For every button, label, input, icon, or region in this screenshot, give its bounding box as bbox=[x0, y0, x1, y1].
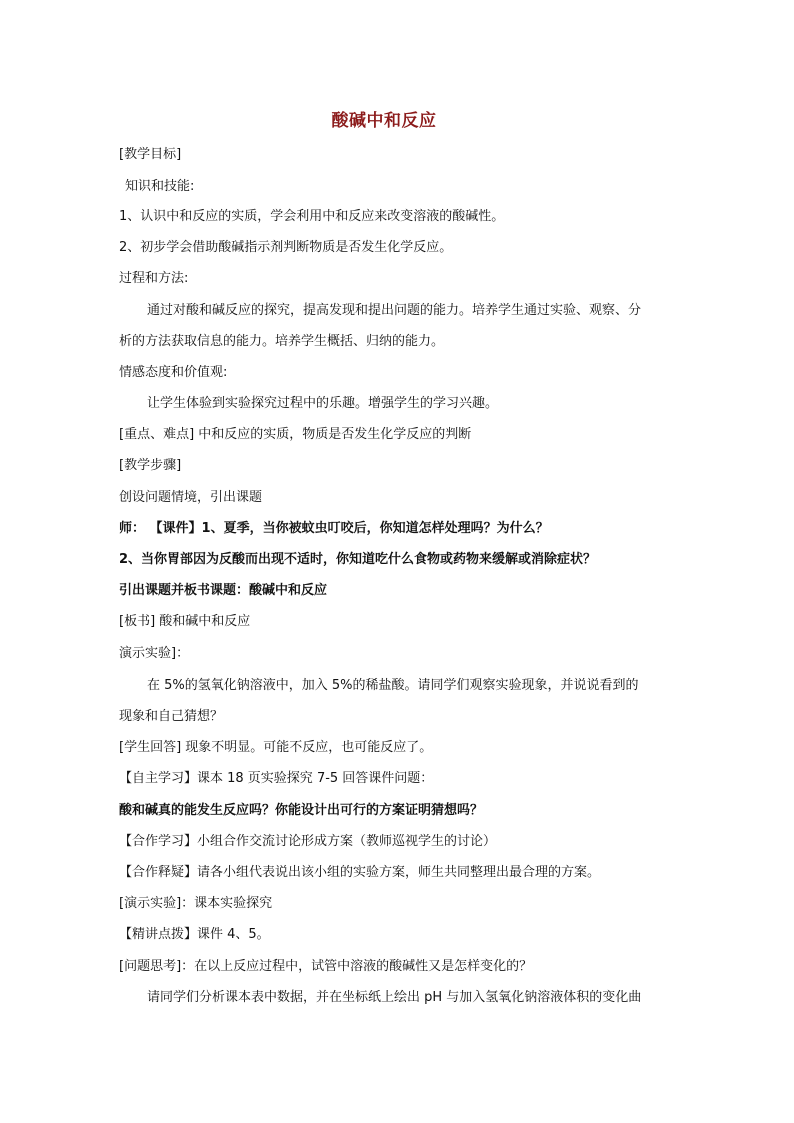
paragraph-line: 演示实验]： bbox=[119, 646, 190, 661]
paragraph-line: 创设问题情境，引出课题 bbox=[119, 490, 263, 505]
paragraph-line: 【自主学习】课本 18 页实验探究 7-5 回答课件问题： bbox=[119, 771, 434, 786]
paragraph-line: [板书] 酸和碱中和反应 bbox=[119, 614, 251, 629]
paragraph-line-bold: 2、当你胃部因为反酸而出现不适时，你知道吃什么食物或药物来缓解或消除症状？ bbox=[119, 552, 597, 567]
paragraph-line: [学生回答] 现象不明显。可能不反应，也可能反应了。 bbox=[119, 740, 433, 755]
paragraph-line: [演示实验]：课本实验探究 bbox=[119, 896, 273, 911]
paragraph-line: 现象和自己猜想？ bbox=[119, 709, 224, 724]
paragraph-line: 在 5%的氢氧化钠溶液中，加入 5%的稀盐酸。请同学们观察实验现象，并说说看到的 bbox=[147, 678, 639, 693]
paragraph-line-bold: 引出课题并板书课题：酸碱中和反应 bbox=[119, 583, 328, 598]
paragraph-line: 通过对酸和碱反应的探究，提高发现和提出问题的能力。培养学生通过实验、观察、分 bbox=[147, 303, 642, 318]
paragraph-line: 【精讲点拨】课件 4、5。 bbox=[119, 927, 270, 942]
paragraph-line: 让学生体验到实验探究过程中的乐趣。增强学生的学习兴趣。 bbox=[147, 396, 499, 411]
paragraph-line: 1、认识中和反应的实质，学会利用中和反应来改变溶液的酸碱性。 bbox=[119, 209, 505, 224]
document-title: 酸碱中和反应 bbox=[331, 111, 437, 131]
section-heading-steps: [教学步骤] bbox=[119, 458, 182, 473]
paragraph-line: 【合作释疑】请各小组代表说出该小组的实验方案，师生共同整理出最合理的方案。 bbox=[119, 865, 601, 880]
subheading-knowledge-skills: 知识和技能: bbox=[125, 179, 195, 194]
subheading-attitude-values: 情感态度和价值观: bbox=[119, 365, 228, 380]
paragraph-line: 【合作学习】小组合作交流讨论形成方案（教师巡视学生的讨论） bbox=[119, 834, 497, 849]
paragraph-line-bold: 酸和碱真的能发生反应吗？你能设计出可行的方案证明猜想吗？ bbox=[119, 803, 484, 818]
paragraph-line-bold: 师： 【课件】1、夏季，当你被蚊虫叮咬后，你知道怎样处理吗？为什么？ bbox=[119, 521, 549, 536]
paragraph-line: 析的方法获取信息的能力。培养学生概括、归纳的能力。 bbox=[119, 334, 445, 349]
paragraph-line: 请同学们分析课本表中数据，并在坐标纸上绘出 pH 与加入氢氧化钠溶液体积的变化曲 bbox=[147, 990, 642, 1005]
section-heading-key-points: [重点、难点] 中和反应的实质，物质是否发生化学反应的判断 bbox=[119, 427, 472, 442]
paragraph-line: 2、初步学会借助酸碱指示剂判断物质是否发生化学反应。 bbox=[119, 240, 453, 255]
subheading-process-method: 过程和方法: bbox=[119, 271, 189, 286]
section-heading-objectives: [教学目标] bbox=[119, 147, 182, 162]
paragraph-line: [问题思考]：在以上反应过程中，试管中溶液的酸碱性又是怎样变化的？ bbox=[119, 959, 533, 974]
